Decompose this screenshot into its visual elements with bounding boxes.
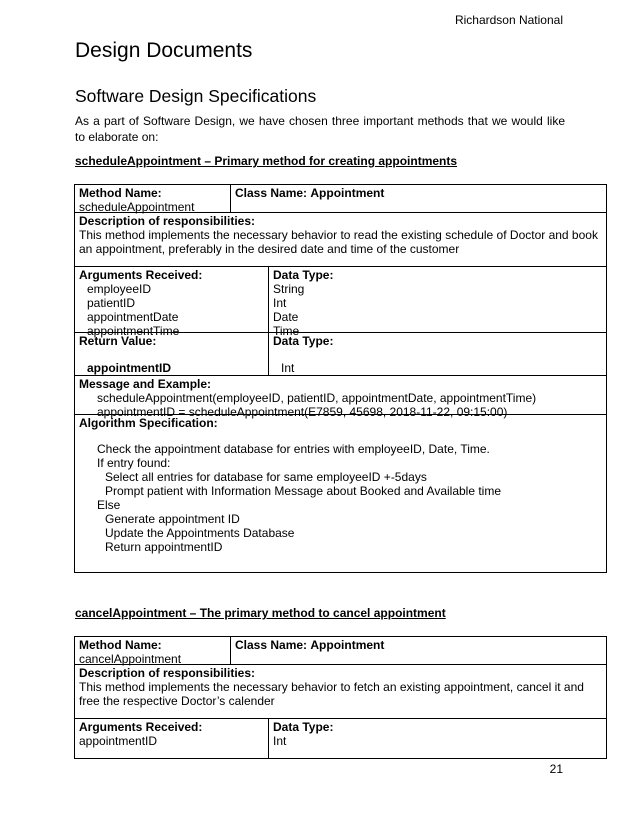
class-name-value: Appointment <box>310 186 385 200</box>
page-title: Design Documents <box>75 39 253 62</box>
description-text: This method implements the necessary behavior to read the existing schedule of Doctor and book an appointment, preferably in the desired date and time of the customer <box>79 228 598 256</box>
argument-type: Int <box>273 734 287 748</box>
message-example-label: Message and Example: <box>79 377 212 391</box>
method-name-label: Method Name: <box>79 186 162 200</box>
return-type-label: Data Type: <box>273 334 334 348</box>
argument-name: appointmentID <box>79 734 158 748</box>
return-value-row <box>75 332 606 375</box>
page-number: 21 <box>549 762 563 776</box>
argument-name: appointmentDate <box>87 310 179 324</box>
algorithm-step: Update the Appointments Database <box>105 526 295 540</box>
data-type-label: Data Type: <box>273 268 334 282</box>
description-text: This method implements the necessary behavior to fetch an existing appointment, cancel it and free the respective Doctor’s calender <box>79 680 584 708</box>
algorithm-step: Return appointmentID <box>105 540 223 554</box>
arguments-label: Arguments Received: <box>79 268 203 282</box>
algorithm-row <box>75 414 606 572</box>
argument-type: Int <box>273 296 287 310</box>
description-label: Description of responsibilities: <box>79 214 256 228</box>
argument-name: employeeID <box>87 282 152 296</box>
description-label: Description of responsibilities: <box>79 666 256 680</box>
argument-name: appointmentTime <box>87 324 180 338</box>
argument-type: String <box>273 282 305 296</box>
algorithm-step: Else <box>97 498 121 512</box>
algorithm-step: Prompt patient with Information Message about Booked and Available time <box>105 484 502 498</box>
method-name-row <box>75 637 606 664</box>
argument-name: patientID <box>87 296 136 310</box>
description-row <box>75 212 606 266</box>
message-example: appointmentID = scheduleAppointment(E7859, 45698, 2018-11-22, 09:15:00) <box>97 405 508 419</box>
method-name-value: cancelAppointment <box>79 652 182 666</box>
intro-paragraph: As a part of Software Design, we have chosen three important methods that we would like to elaborate on: <box>75 114 565 144</box>
method-name-row <box>75 185 606 212</box>
message-signature: scheduleAppointment(employeeID, patientID, appointmentDate, appointmentTime) <box>97 391 537 405</box>
class-name-label: Class Name: <box>235 638 308 652</box>
arguments-label: Arguments Received: <box>79 720 203 734</box>
algorithm-label: Algorithm Specification: <box>79 416 218 430</box>
data-type-label: Data Type: <box>273 720 334 734</box>
return-value-label: Return Value: <box>79 334 157 348</box>
method-1-spec-table <box>74 184 607 573</box>
method-2-section-title: cancelAppointment – The primary method to cancel appointment <box>75 606 446 620</box>
message-example-row <box>75 375 606 419</box>
method-1-section-title: scheduleAppointment – Primary method for creating appointments <box>75 154 458 168</box>
algorithm-step: Check the appointment database for entries with employeeID, Date, Time. <box>97 442 490 456</box>
section-heading: Software Design Specifications <box>75 86 317 106</box>
class-name-label: Class Name: <box>235 186 308 200</box>
argument-type: Time <box>273 324 300 338</box>
return-type-value: Int <box>281 361 295 375</box>
algorithm-step: Generate appointment ID <box>105 512 240 526</box>
return-value-name: appointmentID <box>87 361 171 375</box>
header-org: Richardson National <box>454 13 563 27</box>
algorithm-step: If entry found: <box>97 456 171 470</box>
arguments-row <box>75 266 606 338</box>
description-row <box>75 664 606 718</box>
argument-type: Date <box>273 310 299 324</box>
arguments-row <box>75 718 606 758</box>
method-name-value: scheduleAppointment <box>79 200 195 214</box>
method-name-label: Method Name: <box>79 638 162 652</box>
class-name-value: Appointment <box>310 638 385 652</box>
method-2-spec-table <box>74 636 607 759</box>
algorithm-step: Select all entries for database for same employeeID +-5days <box>105 470 427 484</box>
